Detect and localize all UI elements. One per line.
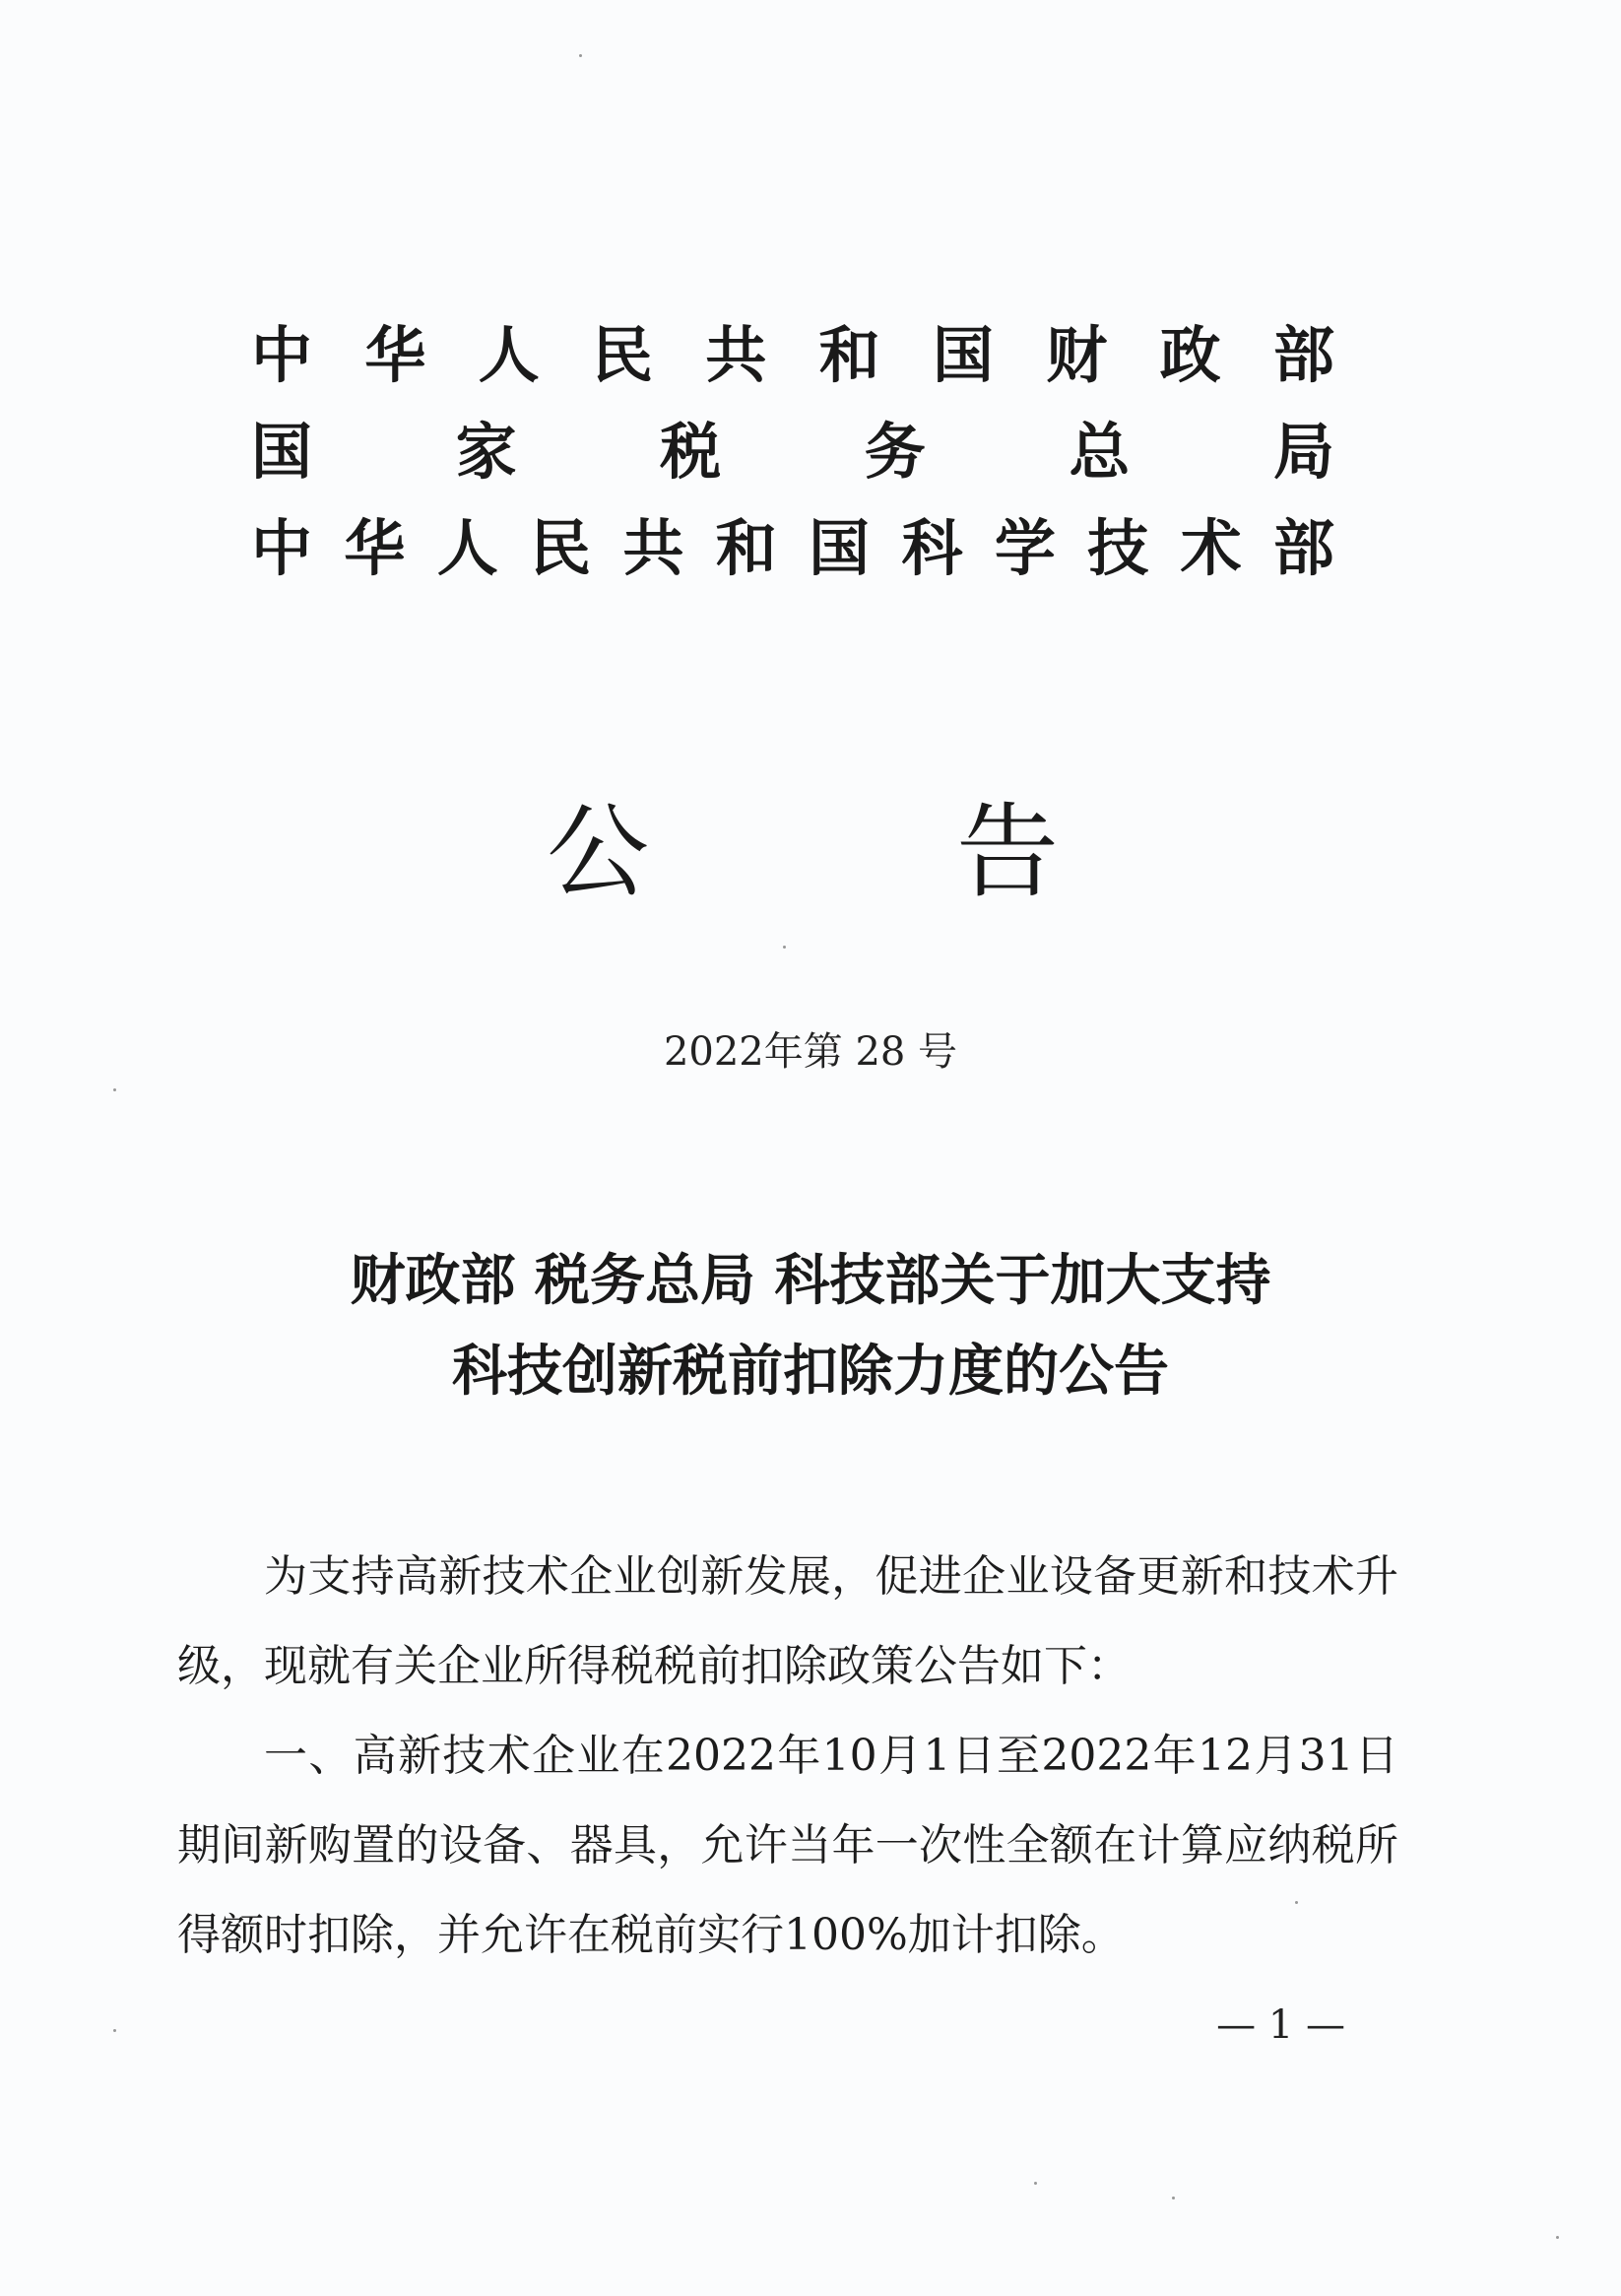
document-body — [177, 1532, 1398, 1980]
scan-speck — [783, 946, 786, 949]
issuer-ministry-of-science-and-technology: 中 华 人 民 共 和 国 科 学 技 术 部 — [251, 512, 1334, 584]
scan-speck — [1034, 2182, 1037, 2185]
scan-speck — [579, 54, 582, 57]
issuer-block — [251, 307, 1334, 597]
body-paragraph-intro: 为支持高新技术企业创新发展，促进企业设备更新和技术升级，现就有关企业所得税税前扣除政策公告如下： — [177, 1551, 1398, 1691]
title-line-1: 财政部 税务总局 科技部关于加大支持 — [350, 1249, 1271, 1313]
scan-speck — [1556, 2236, 1559, 2239]
issuer-state-taxation-administration: 国 家 税 务 总 局 — [251, 416, 1334, 488]
issuer-ministry-of-finance: 中 华 人 民 共 和 国 财 政 部 — [251, 319, 1334, 391]
document-number: 2022年第 28 号 — [663, 1029, 958, 1075]
scan-speck — [1172, 2197, 1175, 2199]
scan-speck — [113, 1088, 116, 1091]
scan-speck — [113, 2029, 116, 2032]
document-title — [0, 1236, 1621, 1417]
announcement-heading: 公 告 — [547, 792, 1059, 912]
page-number: — 1 — — [1216, 2002, 1345, 2048]
title-line-2: 科技创新税前扣除力度的公告 — [452, 1340, 1169, 1404]
body-paragraph-clause-1: 一、高新技术企业在2022年10月1日至2022年12月31日期间新购置的设备、器具，允许当年一次性全额在计算应纳税所得额时扣除，并允许在税前实行100%加计扣除。 — [177, 1731, 1398, 1960]
scan-speck — [1295, 1901, 1298, 1904]
